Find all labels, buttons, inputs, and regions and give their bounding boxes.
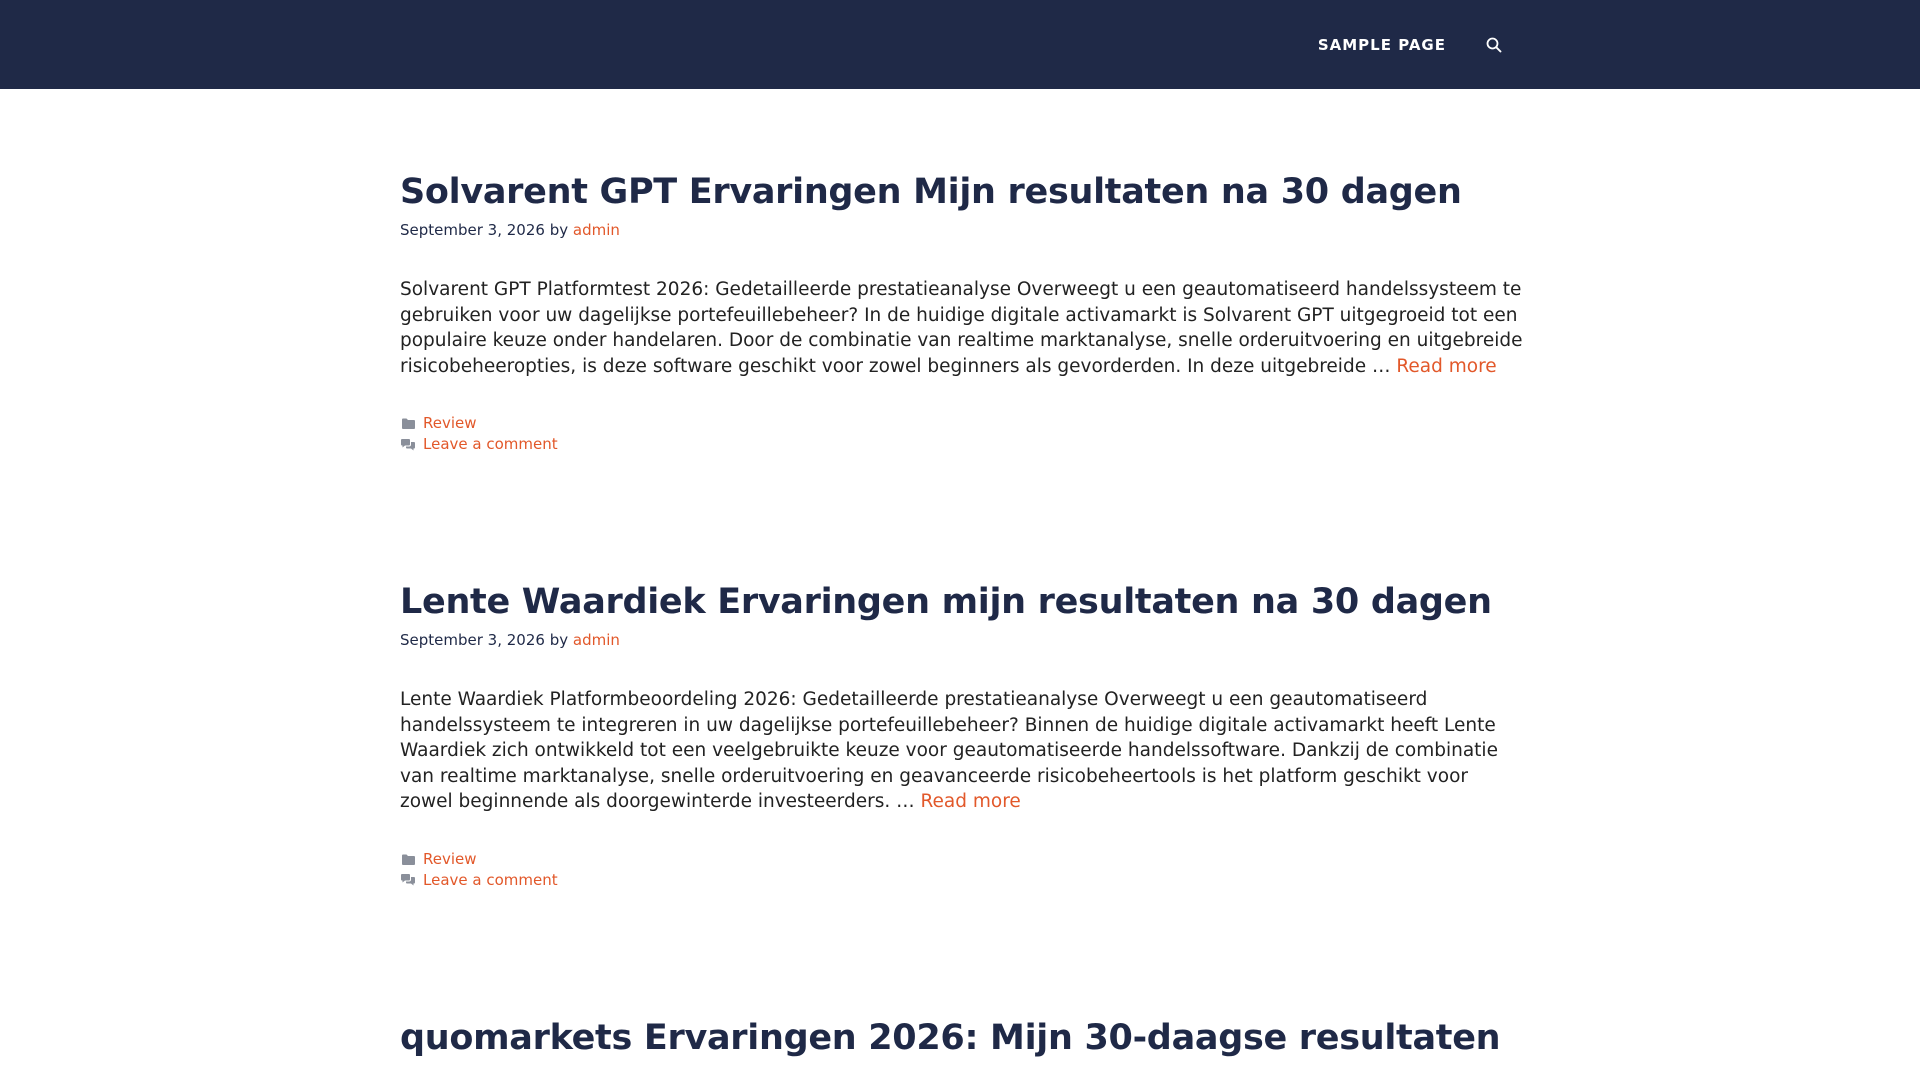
post-by-label: by [549, 221, 569, 239]
main-navigation [1318, 0, 1504, 89]
nav-item-sample-page[interactable]: SAMPLE PAGE [1317, 35, 1446, 54]
folder-icon [400, 416, 416, 432]
comments-icon [400, 437, 416, 453]
post-title-link[interactable]: Solvarent GPT Ervaringen Mijn resultaten na 30 dagen [400, 172, 1462, 212]
post-list [400, 170, 1525, 1060]
post-title-link[interactable]: Lente Waardiek Ervaringen mijn resultaten na 30 dagen [400, 582, 1492, 622]
post-categories [400, 849, 1525, 870]
category-link[interactable]: Review [423, 849, 477, 868]
post-excerpt-text: Lente Waardiek Platformbeoordeling 2026: Gedetailleerde prestatieanalyse Overweegt u een geautomatiseerd handelssysteem te integreren in uw dagelijkse portefeuillebeheer? Binnen de huidige digitale activamarkt heeft Lente Waardiek zich ontwikkeld tot een veelgebruikte keuze voor geautomatiseerde handelssoftware. Dankzij de combinatie van realtime marktanalyse, snelle orderuitvoering en geavanceerde risicobeheertools is het platform geschikt voor zowel beginnende als doorgewinterde investeerders. … [400, 689, 1498, 812]
category-link[interactable]: Review [423, 414, 477, 432]
post-author-link[interactable]: admin [572, 221, 620, 239]
search-button[interactable] [1484, 35, 1504, 55]
post-item [400, 170, 1525, 455]
post-meta [400, 630, 1525, 650]
site-header [0, 0, 1920, 89]
post-footer-meta [400, 413, 1525, 455]
post-item [400, 1016, 1525, 1060]
read-more-link[interactable]: Read more [920, 791, 1021, 812]
post-date: September 3, 2026 [400, 221, 545, 239]
search-icon [1486, 37, 1502, 53]
post-comments [400, 434, 1525, 455]
post-categories [400, 413, 1525, 434]
post-comments [400, 870, 1525, 891]
post-title-link[interactable]: quomarkets Ervaringen 2026: Mijn 30-daagse resultaten [400, 1017, 1501, 1058]
post-excerpt-text: Solvarent GPT Platformtest 2026: Gedetailleerde prestatieanalyse Overweegt u een geautomatiseerd handelssysteem te gebruiken voor uw dagelijkse portefeuillebeheer? In de huidige digitale activamarkt is Solvarent GPT uitgegroeid tot een populaire keuze onder handelaren. Door de combinatie van realtime marktanalyse, snelle orderuitvoering en uitgebreide risicobeheeropties, is deze software geschikt voor zowel beginners als gevorderden. In deze uitgebreide … [400, 279, 1523, 377]
leave-comment-link[interactable]: Leave a comment [423, 435, 558, 453]
post-item [400, 580, 1525, 891]
post-by-label: by [549, 631, 569, 649]
post-meta [400, 220, 1525, 240]
read-more-link[interactable]: Read more [1396, 355, 1497, 377]
comments-icon [400, 872, 416, 888]
post-excerpt [400, 277, 1525, 379]
folder-icon [400, 851, 416, 867]
post-footer-meta [400, 849, 1525, 891]
post-excerpt [400, 687, 1525, 815]
post-date: September 3, 2026 [400, 631, 545, 649]
leave-comment-link[interactable]: Leave a comment [423, 870, 558, 889]
post-author-link[interactable]: admin [572, 631, 620, 649]
